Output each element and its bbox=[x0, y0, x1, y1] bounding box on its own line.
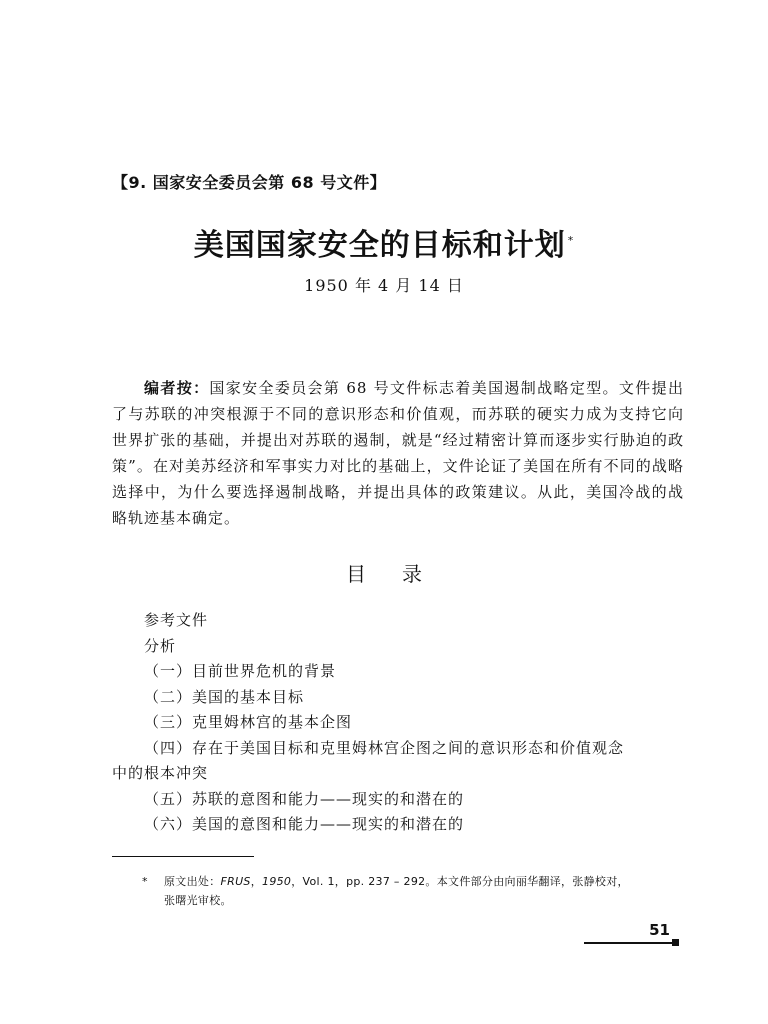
document-date: 1950 年 4 月 14 日 bbox=[304, 276, 464, 295]
editor-note-label: 编者按： bbox=[144, 379, 210, 397]
document-title-text: 美国国家安全的目标和计划 bbox=[193, 228, 566, 263]
toc-item-4-continued bbox=[112, 761, 684, 787]
toc-item-6: （六）美国的意图和能力——现实的和潜在的 bbox=[144, 815, 465, 833]
toc-item-3: （三）克里姆林宫的基本企图 bbox=[144, 713, 353, 731]
toc-item-5: （五）苏联的意图和能力——现实的和潜在的 bbox=[144, 789, 465, 808]
footnote-mark: * bbox=[142, 875, 148, 888]
footnote-source-details: ，Vol. 1，pp. 237 – 292。本文件部分由向丽华翻译，张静校对， bbox=[291, 875, 629, 888]
toc-heading: 目录 bbox=[346, 562, 458, 586]
page-number: 51 bbox=[649, 921, 670, 939]
footnote-source-title: FRUS bbox=[220, 875, 251, 888]
footnote-prefix: 原文出处： bbox=[164, 875, 221, 888]
footnote bbox=[142, 872, 690, 910]
toc-item-4-continuation-text: 中的根本冲突 bbox=[112, 764, 209, 782]
footnote-divider bbox=[112, 856, 254, 857]
title-footnote-mark: * bbox=[567, 234, 575, 247]
footnote-source-year: 1950 bbox=[262, 875, 292, 888]
page-number-rule bbox=[584, 942, 676, 944]
toc-item-1: （一）目前世界危机的背景 bbox=[144, 662, 337, 680]
editor-note bbox=[112, 375, 684, 531]
footnote-separator: ， bbox=[250, 875, 263, 888]
document-title bbox=[0, 220, 768, 264]
toc-item-analysis: 分析 bbox=[144, 636, 177, 655]
toc-item-4: （四）存在于美国目标和克里姆林宫企图之间的意识形态和价值观念 bbox=[144, 738, 625, 757]
table-of-contents bbox=[112, 608, 684, 838]
editor-note-text: 国家安全委员会第 68 号文件标志着美国遏制战略定型。文件提出了与苏联的冲突根源于不同的意识形态和价值观，而苏联的硬实力成为支持它向世界扩张的基础，并提出对苏联的遏制，就是“经过精密计算而逐步实行胁迫的政策”。在对美苏经济和军事实力对比的基础上，文件论证了美国在所有不同的战略选择中，为什么要选择遏制战略，并提出具体的政策建议。从此，美国冷战的战略轨迹基本确定。 bbox=[112, 379, 684, 527]
page-number-rule-end bbox=[672, 939, 679, 946]
footnote-line-2: 张曙光审校。 bbox=[164, 894, 232, 907]
toc-item-references: 参考文件 bbox=[144, 611, 209, 629]
section-header: 【9. 国家安全委员会第 68 号文件】 bbox=[112, 173, 387, 192]
toc-item-2: （二）美国的基本目标 bbox=[144, 687, 305, 706]
